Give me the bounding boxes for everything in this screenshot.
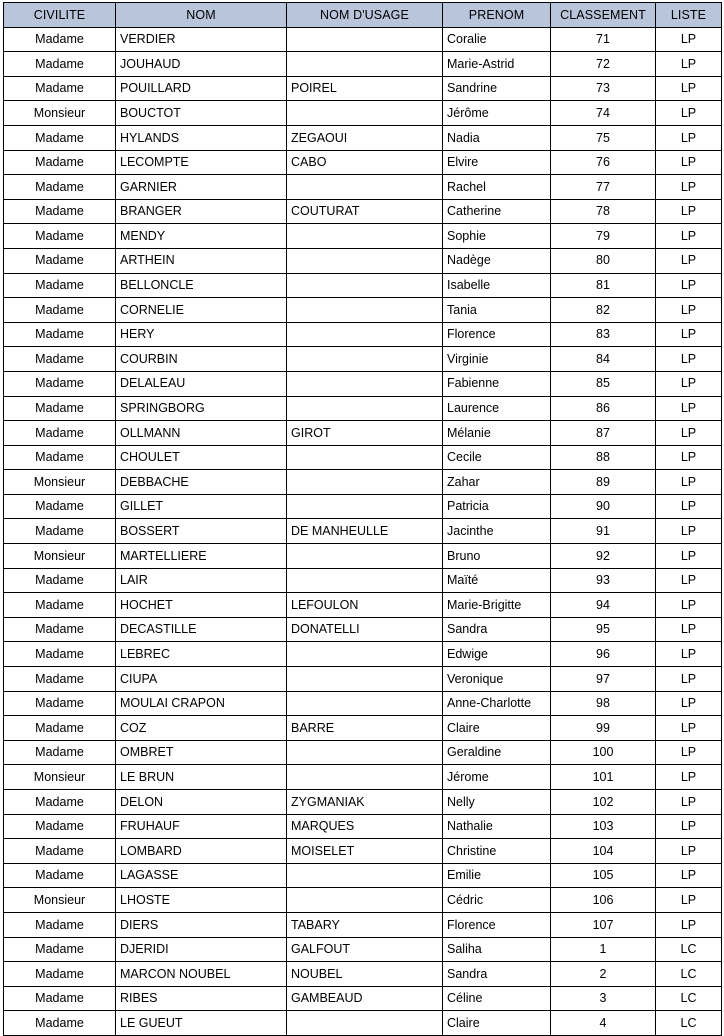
cell-classement[interactable]: 97 — [551, 667, 656, 692]
cell-civilite[interactable]: Madame — [4, 814, 116, 839]
cell-nom_usage[interactable] — [287, 175, 443, 200]
cell-nom[interactable]: JOUHAUD — [116, 52, 287, 77]
cell-liste[interactable]: LP — [656, 863, 722, 888]
cell-nom_usage[interactable] — [287, 52, 443, 77]
cell-prenom[interactable]: Sandrine — [443, 76, 551, 101]
cell-nom_usage[interactable] — [287, 765, 443, 790]
table-row[interactable] — [4, 814, 722, 839]
cell-nom_usage[interactable]: DE MANHEULLE — [287, 519, 443, 544]
cell-liste[interactable]: LP — [656, 716, 722, 741]
table-header — [4, 3, 722, 28]
cell-classement[interactable]: 94 — [551, 593, 656, 618]
cell-nom_usage[interactable]: GALFOUT — [287, 937, 443, 962]
table-row[interactable] — [4, 248, 722, 273]
cell-nom_usage[interactable]: GIROT — [287, 421, 443, 446]
cell-liste[interactable]: LP — [656, 667, 722, 692]
cell-liste[interactable]: LP — [656, 617, 722, 642]
cell-prenom[interactable]: Fabienne — [443, 371, 551, 396]
table-row[interactable] — [4, 322, 722, 347]
cell-civilite[interactable]: Madame — [4, 986, 116, 1011]
cell-nom[interactable]: DJERIDI — [116, 937, 287, 962]
cell-civilite[interactable]: Madame — [4, 642, 116, 667]
cell-liste[interactable]: LP — [656, 765, 722, 790]
cell-nom[interactable]: HOCHET — [116, 593, 287, 618]
cell-prenom[interactable]: Rachel — [443, 175, 551, 200]
cell-classement[interactable]: 91 — [551, 519, 656, 544]
cell-civilite[interactable]: Madame — [4, 421, 116, 446]
column-header-nom[interactable]: NOM — [116, 3, 287, 28]
cell-nom[interactable]: LE BRUN — [116, 765, 287, 790]
cell-nom_usage[interactable]: DONATELLI — [287, 617, 443, 642]
cell-liste[interactable]: LP — [656, 568, 722, 593]
cell-nom_usage[interactable] — [287, 691, 443, 716]
table-row[interactable] — [4, 568, 722, 593]
cell-nom[interactable]: CHOULET — [116, 445, 287, 470]
cell-liste[interactable]: LP — [656, 790, 722, 815]
table-row[interactable] — [4, 175, 722, 200]
cell-classement[interactable]: 77 — [551, 175, 656, 200]
cell-nom_usage[interactable] — [287, 863, 443, 888]
cell-classement[interactable]: 87 — [551, 421, 656, 446]
table-row[interactable] — [4, 888, 722, 913]
candidates-table — [3, 2, 722, 1036]
cell-nom[interactable]: SPRINGBORG — [116, 396, 287, 421]
table-body — [4, 27, 722, 1035]
cell-liste[interactable]: LP — [656, 888, 722, 913]
cell-classement[interactable]: 4 — [551, 1011, 656, 1036]
cell-nom_usage[interactable]: CABO — [287, 150, 443, 175]
cell-civilite[interactable]: Madame — [4, 125, 116, 150]
cell-nom_usage[interactable] — [287, 667, 443, 692]
cell-classement[interactable]: 1 — [551, 937, 656, 962]
table-row[interactable] — [4, 617, 722, 642]
cell-classement[interactable]: 75 — [551, 125, 656, 150]
cell-civilite[interactable]: Monsieur — [4, 765, 116, 790]
cell-nom_usage[interactable]: ZEGAOUI — [287, 125, 443, 150]
table-row[interactable] — [4, 298, 722, 323]
cell-prenom[interactable]: Nelly — [443, 790, 551, 815]
table-row[interactable] — [4, 371, 722, 396]
cell-liste[interactable]: LP — [656, 593, 722, 618]
cell-classement[interactable]: 107 — [551, 912, 656, 937]
cell-liste[interactable]: LP — [656, 839, 722, 864]
cell-prenom[interactable]: Patricia — [443, 494, 551, 519]
cell-liste[interactable]: LP — [656, 101, 722, 126]
table-row[interactable] — [4, 691, 722, 716]
cell-nom_usage[interactable]: MARQUES — [287, 814, 443, 839]
column-header-liste[interactable]: LISTE — [656, 3, 722, 28]
cell-liste[interactable]: LP — [656, 740, 722, 765]
cell-liste[interactable]: LC — [656, 986, 722, 1011]
cell-prenom[interactable]: Saliha — [443, 937, 551, 962]
cell-nom[interactable]: BELLONCLE — [116, 273, 287, 298]
cell-civilite[interactable]: Madame — [4, 27, 116, 52]
cell-classement[interactable]: 84 — [551, 347, 656, 372]
cell-nom[interactable]: LAIR — [116, 568, 287, 593]
table-row[interactable] — [4, 986, 722, 1011]
cell-classement[interactable]: 103 — [551, 814, 656, 839]
cell-liste[interactable]: LP — [656, 470, 722, 495]
cell-nom[interactable]: VERDIER — [116, 27, 287, 52]
table-row[interactable] — [4, 740, 722, 765]
cell-classement[interactable]: 104 — [551, 839, 656, 864]
cell-prenom[interactable]: Cecile — [443, 445, 551, 470]
cell-prenom[interactable]: Florence — [443, 912, 551, 937]
cell-nom[interactable]: DIERS — [116, 912, 287, 937]
cell-civilite[interactable]: Madame — [4, 1011, 116, 1036]
cell-civilite[interactable]: Madame — [4, 912, 116, 937]
cell-nom[interactable]: LAGASSE — [116, 863, 287, 888]
cell-nom_usage[interactable] — [287, 248, 443, 273]
cell-liste[interactable]: LP — [656, 248, 722, 273]
cell-nom[interactable]: DECASTILLE — [116, 617, 287, 642]
cell-nom[interactable]: CORNELIE — [116, 298, 287, 323]
cell-prenom[interactable]: Céline — [443, 986, 551, 1011]
table-header-row — [4, 3, 722, 28]
cell-nom[interactable]: OLLMANN — [116, 421, 287, 446]
cell-nom_usage[interactable] — [287, 101, 443, 126]
cell-classement[interactable]: 86 — [551, 396, 656, 421]
table-row[interactable] — [4, 421, 722, 446]
cell-classement[interactable]: 93 — [551, 568, 656, 593]
cell-liste[interactable]: LC — [656, 937, 722, 962]
cell-civilite[interactable]: Madame — [4, 593, 116, 618]
cell-prenom[interactable]: Nathalie — [443, 814, 551, 839]
cell-nom_usage[interactable] — [287, 1011, 443, 1036]
cell-nom[interactable]: COURBIN — [116, 347, 287, 372]
column-header-classement[interactable]: CLASSEMENT — [551, 3, 656, 28]
cell-civilite[interactable]: Madame — [4, 519, 116, 544]
cell-prenom[interactable]: Geraldine — [443, 740, 551, 765]
table-row[interactable] — [4, 765, 722, 790]
cell-classement[interactable]: 98 — [551, 691, 656, 716]
cell-nom[interactable]: LHOSTE — [116, 888, 287, 913]
cell-prenom[interactable]: Mélanie — [443, 421, 551, 446]
table-row[interactable] — [4, 494, 722, 519]
cell-civilite[interactable]: Madame — [4, 371, 116, 396]
cell-civilite[interactable]: Madame — [4, 494, 116, 519]
cell-nom[interactable]: BOSSERT — [116, 519, 287, 544]
cell-nom_usage[interactable] — [287, 888, 443, 913]
cell-classement[interactable]: 102 — [551, 790, 656, 815]
table-row[interactable] — [4, 716, 722, 741]
cell-liste[interactable]: LP — [656, 519, 722, 544]
cell-nom_usage[interactable]: TABARY — [287, 912, 443, 937]
cell-civilite[interactable]: Madame — [4, 740, 116, 765]
cell-civilite[interactable]: Madame — [4, 175, 116, 200]
cell-nom_usage[interactable] — [287, 371, 443, 396]
cell-prenom[interactable]: Claire — [443, 1011, 551, 1036]
cell-civilite[interactable]: Monsieur — [4, 470, 116, 495]
cell-nom[interactable]: LEBREC — [116, 642, 287, 667]
table-row[interactable] — [4, 150, 722, 175]
cell-prenom[interactable]: Jacinthe — [443, 519, 551, 544]
cell-civilite[interactable]: Madame — [4, 52, 116, 77]
table-row[interactable] — [4, 125, 722, 150]
cell-prenom[interactable]: Christine — [443, 839, 551, 864]
cell-nom_usage[interactable]: LEFOULON — [287, 593, 443, 618]
cell-classement[interactable]: 78 — [551, 199, 656, 224]
cell-nom_usage[interactable] — [287, 298, 443, 323]
cell-nom[interactable]: MARTELLIERE — [116, 544, 287, 569]
cell-liste[interactable]: LP — [656, 52, 722, 77]
cell-classement[interactable]: 79 — [551, 224, 656, 249]
cell-liste[interactable]: LP — [656, 445, 722, 470]
cell-prenom[interactable]: Nadège — [443, 248, 551, 273]
table-row[interactable] — [4, 199, 722, 224]
cell-liste[interactable]: LP — [656, 912, 722, 937]
cell-nom[interactable]: ARTHEIN — [116, 248, 287, 273]
cell-civilite[interactable]: Madame — [4, 445, 116, 470]
cell-prenom[interactable]: Maïté — [443, 568, 551, 593]
cell-liste[interactable]: LP — [656, 298, 722, 323]
cell-nom[interactable]: LECOMPTE — [116, 150, 287, 175]
cell-prenom[interactable]: Laurence — [443, 396, 551, 421]
cell-prenom[interactable]: Sandra — [443, 617, 551, 642]
cell-prenom[interactable]: Nadia — [443, 125, 551, 150]
cell-nom[interactable]: DEBBACHE — [116, 470, 287, 495]
column-header-civilite[interactable]: CIVILITE — [4, 3, 116, 28]
cell-prenom[interactable]: Bruno — [443, 544, 551, 569]
cell-classement[interactable]: 95 — [551, 617, 656, 642]
table-row[interactable] — [4, 1011, 722, 1036]
cell-prenom[interactable]: Jérome — [443, 765, 551, 790]
cell-liste[interactable]: LP — [656, 199, 722, 224]
cell-nom[interactable]: BRANGER — [116, 199, 287, 224]
table-row[interactable] — [4, 445, 722, 470]
cell-nom_usage[interactable] — [287, 396, 443, 421]
cell-nom_usage[interactable]: BARRE — [287, 716, 443, 741]
cell-prenom[interactable]: Sophie — [443, 224, 551, 249]
cell-liste[interactable]: LP — [656, 322, 722, 347]
cell-nom_usage[interactable] — [287, 470, 443, 495]
cell-civilite[interactable]: Madame — [4, 962, 116, 987]
table-row[interactable] — [4, 839, 722, 864]
table-row[interactable] — [4, 519, 722, 544]
cell-nom_usage[interactable] — [287, 347, 443, 372]
table-row[interactable] — [4, 224, 722, 249]
cell-liste[interactable]: LP — [656, 396, 722, 421]
cell-nom[interactable]: GILLET — [116, 494, 287, 519]
cell-civilite[interactable]: Madame — [4, 224, 116, 249]
cell-classement[interactable]: 2 — [551, 962, 656, 987]
table-row[interactable] — [4, 347, 722, 372]
cell-nom_usage[interactable] — [287, 224, 443, 249]
cell-nom[interactable]: DELON — [116, 790, 287, 815]
cell-nom_usage[interactable]: POIREL — [287, 76, 443, 101]
table-row[interactable] — [4, 863, 722, 888]
cell-liste[interactable]: LP — [656, 494, 722, 519]
cell-civilite[interactable]: Madame — [4, 347, 116, 372]
cell-classement[interactable]: 92 — [551, 544, 656, 569]
cell-classement[interactable]: 82 — [551, 298, 656, 323]
cell-nom_usage[interactable]: COUTURAT — [287, 199, 443, 224]
cell-prenom[interactable]: Emilie — [443, 863, 551, 888]
cell-civilite[interactable]: Madame — [4, 568, 116, 593]
cell-civilite[interactable]: Madame — [4, 790, 116, 815]
cell-civilite[interactable]: Madame — [4, 667, 116, 692]
cell-classement[interactable]: 88 — [551, 445, 656, 470]
cell-civilite[interactable]: Monsieur — [4, 888, 116, 913]
cell-liste[interactable]: LP — [656, 642, 722, 667]
cell-liste[interactable]: LP — [656, 76, 722, 101]
cell-civilite[interactable]: Madame — [4, 691, 116, 716]
cell-civilite[interactable]: Madame — [4, 150, 116, 175]
cell-nom_usage[interactable] — [287, 273, 443, 298]
table-row[interactable] — [4, 470, 722, 495]
cell-prenom[interactable]: Elvire — [443, 150, 551, 175]
cell-civilite[interactable]: Madame — [4, 937, 116, 962]
cell-classement[interactable]: 80 — [551, 248, 656, 273]
cell-prenom[interactable]: Sandra — [443, 962, 551, 987]
cell-nom[interactable]: MENDY — [116, 224, 287, 249]
cell-classement[interactable]: 76 — [551, 150, 656, 175]
cell-civilite[interactable]: Madame — [4, 716, 116, 741]
column-header-prenom[interactable]: PRENOM — [443, 3, 551, 28]
cell-liste[interactable]: LP — [656, 150, 722, 175]
cell-classement[interactable]: 74 — [551, 101, 656, 126]
table-row[interactable] — [4, 544, 722, 569]
cell-nom_usage[interactable]: GAMBEAUD — [287, 986, 443, 1011]
cell-nom[interactable]: FRUHAUF — [116, 814, 287, 839]
cell-classement[interactable]: 71 — [551, 27, 656, 52]
cell-prenom[interactable]: Jérôme — [443, 101, 551, 126]
cell-liste[interactable]: LP — [656, 125, 722, 150]
cell-liste[interactable]: LP — [656, 371, 722, 396]
cell-nom[interactable]: MOULAI CRAPON — [116, 691, 287, 716]
cell-nom[interactable]: GARNIER — [116, 175, 287, 200]
cell-prenom[interactable]: Catherine — [443, 199, 551, 224]
cell-prenom[interactable]: Claire — [443, 716, 551, 741]
cell-nom[interactable]: MARCON NOUBEL — [116, 962, 287, 987]
cell-nom_usage[interactable]: NOUBEL — [287, 962, 443, 987]
cell-nom[interactable]: COZ — [116, 716, 287, 741]
cell-nom_usage[interactable] — [287, 445, 443, 470]
cell-civilite[interactable]: Monsieur — [4, 101, 116, 126]
cell-classement[interactable]: 73 — [551, 76, 656, 101]
cell-classement[interactable]: 90 — [551, 494, 656, 519]
cell-liste[interactable]: LP — [656, 814, 722, 839]
cell-liste[interactable]: LP — [656, 224, 722, 249]
cell-prenom[interactable]: Edwige — [443, 642, 551, 667]
cell-nom_usage[interactable] — [287, 642, 443, 667]
cell-nom[interactable]: HERY — [116, 322, 287, 347]
cell-liste[interactable]: LP — [656, 175, 722, 200]
cell-liste[interactable]: LC — [656, 1011, 722, 1036]
cell-prenom[interactable]: Marie-Astrid — [443, 52, 551, 77]
cell-liste[interactable]: LP — [656, 347, 722, 372]
cell-classement[interactable]: 81 — [551, 273, 656, 298]
cell-nom_usage[interactable] — [287, 27, 443, 52]
cell-liste[interactable]: LC — [656, 962, 722, 987]
cell-classement[interactable]: 106 — [551, 888, 656, 913]
cell-prenom[interactable]: Marie-Brigitte — [443, 593, 551, 618]
table-row[interactable] — [4, 912, 722, 937]
cell-civilite[interactable]: Madame — [4, 322, 116, 347]
cell-classement[interactable]: 105 — [551, 863, 656, 888]
table-row[interactable] — [4, 962, 722, 987]
cell-nom_usage[interactable] — [287, 568, 443, 593]
cell-liste[interactable]: LP — [656, 544, 722, 569]
cell-nom[interactable]: RIBES — [116, 986, 287, 1011]
cell-prenom[interactable]: Veronique — [443, 667, 551, 692]
cell-nom_usage[interactable]: ZYGMANIAK — [287, 790, 443, 815]
cell-nom[interactable]: CIUPA — [116, 667, 287, 692]
cell-prenom[interactable]: Tania — [443, 298, 551, 323]
cell-classement[interactable]: 85 — [551, 371, 656, 396]
cell-nom[interactable]: LOMBARD — [116, 839, 287, 864]
cell-nom[interactable]: HYLANDS — [116, 125, 287, 150]
cell-liste[interactable]: LP — [656, 273, 722, 298]
cell-nom_usage[interactable]: MOISELET — [287, 839, 443, 864]
cell-prenom[interactable]: Isabelle — [443, 273, 551, 298]
cell-nom[interactable]: LE GUEUT — [116, 1011, 287, 1036]
cell-prenom[interactable]: Florence — [443, 322, 551, 347]
cell-prenom[interactable]: Virginie — [443, 347, 551, 372]
cell-civilite[interactable]: Monsieur — [4, 544, 116, 569]
table-row[interactable] — [4, 667, 722, 692]
cell-liste[interactable]: LP — [656, 27, 722, 52]
table-row[interactable] — [4, 27, 722, 52]
cell-civilite[interactable]: Madame — [4, 298, 116, 323]
cell-nom_usage[interactable] — [287, 544, 443, 569]
column-header-nom-usage[interactable]: NOM D'USAGE — [287, 3, 443, 28]
cell-nom[interactable]: POUILLARD — [116, 76, 287, 101]
cell-civilite[interactable]: Madame — [4, 248, 116, 273]
cell-liste[interactable]: LP — [656, 691, 722, 716]
table-row[interactable] — [4, 593, 722, 618]
cell-classement[interactable]: 100 — [551, 740, 656, 765]
table-row[interactable] — [4, 642, 722, 667]
cell-classement[interactable]: 89 — [551, 470, 656, 495]
table-row[interactable] — [4, 52, 722, 77]
table-row[interactable] — [4, 790, 722, 815]
cell-civilite[interactable]: Madame — [4, 396, 116, 421]
cell-classement[interactable]: 83 — [551, 322, 656, 347]
cell-classement[interactable]: 3 — [551, 986, 656, 1011]
cell-classement[interactable]: 72 — [551, 52, 656, 77]
cell-classement[interactable]: 96 — [551, 642, 656, 667]
cell-civilite[interactable]: Madame — [4, 76, 116, 101]
cell-prenom[interactable]: Cédric — [443, 888, 551, 913]
cell-nom[interactable]: BOUCTOT — [116, 101, 287, 126]
table-row[interactable] — [4, 76, 722, 101]
cell-liste[interactable]: LP — [656, 421, 722, 446]
cell-nom[interactable]: DELALEAU — [116, 371, 287, 396]
cell-nom_usage[interactable] — [287, 494, 443, 519]
cell-prenom[interactable]: Anne-Charlotte — [443, 691, 551, 716]
cell-nom_usage[interactable] — [287, 740, 443, 765]
table-row[interactable] — [4, 101, 722, 126]
cell-prenom[interactable]: Coralie — [443, 27, 551, 52]
cell-civilite[interactable]: Madame — [4, 617, 116, 642]
cell-nom_usage[interactable] — [287, 322, 443, 347]
cell-classement[interactable]: 101 — [551, 765, 656, 790]
cell-civilite[interactable]: Madame — [4, 199, 116, 224]
table-row[interactable] — [4, 396, 722, 421]
table-row[interactable] — [4, 937, 722, 962]
cell-classement[interactable]: 99 — [551, 716, 656, 741]
cell-civilite[interactable]: Madame — [4, 863, 116, 888]
cell-prenom[interactable]: Zahar — [443, 470, 551, 495]
table-row[interactable] — [4, 273, 722, 298]
cell-nom[interactable]: OMBRET — [116, 740, 287, 765]
cell-civilite[interactable]: Madame — [4, 273, 116, 298]
cell-civilite[interactable]: Madame — [4, 839, 116, 864]
